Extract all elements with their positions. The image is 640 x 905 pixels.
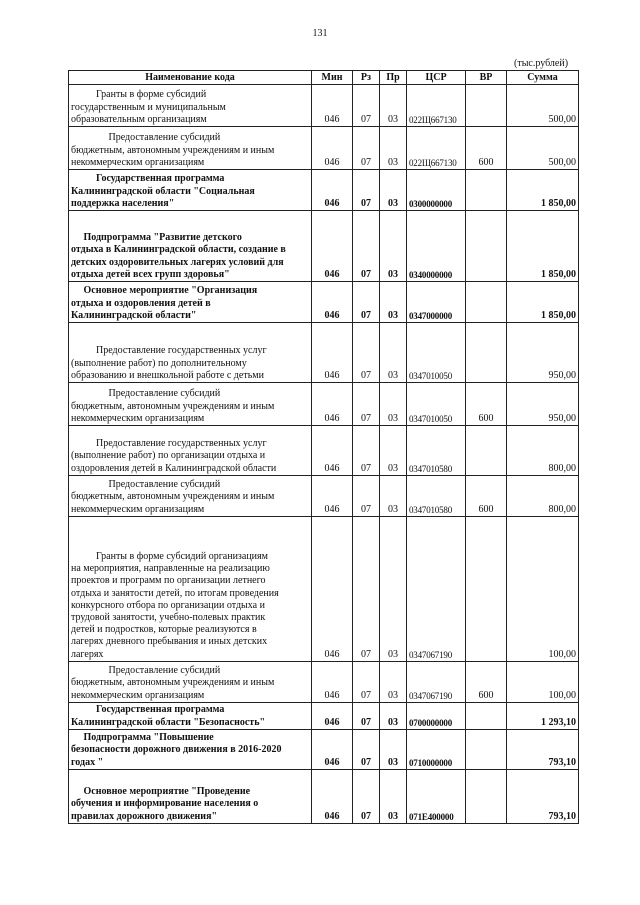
header-min: Мин: [312, 71, 353, 85]
row-name-line: оздоровления детей в Калининградской области: [71, 462, 277, 474]
header-name: Наименование кода: [69, 71, 312, 85]
unit-label: (тыс.рублей): [514, 58, 569, 69]
row-name-line: Предоставление государственных услуг: [71, 438, 267, 450]
row-name-line: Предоставление субсидий: [71, 665, 221, 677]
row-rz: 07: [353, 282, 380, 323]
row-csr: 0347010580: [407, 426, 466, 476]
row-name-line: конкурсного отбора по организации отдыха и: [71, 599, 265, 611]
row-name-line: детей и подростков, которые реализуются в: [71, 624, 257, 636]
row-min: 046: [312, 702, 353, 729]
row-min: 046: [312, 127, 353, 170]
row-sum: 793,10: [507, 729, 579, 769]
table-row: [69, 702, 579, 729]
row-csr: 0347067190: [407, 516, 466, 661]
header-pr: Пр: [380, 71, 407, 85]
row-name: [69, 661, 312, 702]
row-name-line: правилах дорожного движения": [71, 810, 218, 822]
row-name: [69, 282, 312, 323]
row-name-line: Основное мероприятие "Проведение: [71, 786, 251, 798]
row-csr: 0347010050: [407, 323, 466, 383]
row-min: 046: [312, 211, 353, 282]
row-name: [69, 516, 312, 661]
row-name: [69, 85, 312, 127]
table-row: [69, 729, 579, 769]
row-sum: 1 850,00: [507, 170, 579, 211]
row-sum: 100,00: [507, 516, 579, 661]
table-row: [69, 170, 579, 211]
row-pr: 03: [380, 426, 407, 476]
row-sum: 800,00: [507, 426, 579, 476]
table-row: [69, 127, 579, 170]
table-row: [69, 383, 579, 426]
table-row: [69, 211, 579, 282]
row-name-line: отдыха детей всех групп здоровья": [71, 268, 230, 280]
row-name-line: поддержка населения": [71, 197, 175, 209]
row-name-line: некоммерческим организациям: [71, 689, 205, 701]
row-name-line: Предоставление государственных услуг: [71, 345, 267, 357]
row-csr: 0347000000: [407, 282, 466, 323]
row-sum: 800,00: [507, 475, 579, 516]
row-pr: 03: [380, 127, 407, 170]
row-name-line: бюджетным, автономным учреждениям и иным: [71, 491, 275, 503]
row-min: 046: [312, 282, 353, 323]
row-name: [69, 170, 312, 211]
row-name-line: Гранты в форме субсидий: [71, 89, 207, 101]
row-name-line: [71, 774, 309, 786]
row-name: [69, 475, 312, 516]
row-vr: [466, 426, 507, 476]
row-vr: [466, 323, 507, 383]
row-name-line: (выполнение работ) по дополнительному: [71, 357, 247, 369]
row-sum: 500,00: [507, 85, 579, 127]
row-csr: 0347010580: [407, 475, 466, 516]
table-row: [69, 426, 579, 476]
row-name-line: некоммерческим организациям: [71, 412, 205, 424]
row-name-line: бюджетным, автономным учреждениям и иным: [71, 400, 275, 412]
row-name-line: годах ": [71, 756, 104, 768]
row-vr: 600: [466, 383, 507, 426]
row-name-line: Гранты в форме субсидий организациям: [71, 550, 268, 562]
row-sum: 793,10: [507, 769, 579, 823]
row-name-line: Предоставление субсидий: [71, 388, 221, 400]
row-vr: [466, 170, 507, 211]
row-sum: 1 850,00: [507, 211, 579, 282]
row-csr: 0340000000: [407, 211, 466, 282]
row-vr: [466, 729, 507, 769]
row-min: 046: [312, 170, 353, 211]
row-rz: 07: [353, 383, 380, 426]
row-name-line: некоммерческим организациям: [71, 503, 205, 515]
row-csr: 0347067190: [407, 661, 466, 702]
row-name-line: Предоставление субсидий: [71, 479, 221, 491]
row-name-line: (выполнение работ) по организации отдыха и: [71, 450, 266, 462]
row-pr: 03: [380, 211, 407, 282]
table-row: [69, 769, 579, 823]
row-rz: 07: [353, 661, 380, 702]
row-sum: 950,00: [507, 323, 579, 383]
row-csr: 0347010050: [407, 383, 466, 426]
row-name-line: [71, 426, 309, 438]
row-min: 046: [312, 729, 353, 769]
page-number: 131: [312, 28, 328, 39]
row-name-line: Калининградской области "Безопасность": [71, 716, 266, 728]
row-vr: [466, 85, 507, 127]
row-pr: 03: [380, 323, 407, 383]
row-rz: 07: [353, 769, 380, 823]
row-min: 046: [312, 661, 353, 702]
row-min: 046: [312, 323, 353, 383]
row-rz: 07: [353, 211, 380, 282]
row-vr: 600: [466, 127, 507, 170]
row-pr: 03: [380, 516, 407, 661]
row-min: 046: [312, 516, 353, 661]
row-name-line: обучения и информирование населения о: [71, 798, 259, 810]
row-vr: 600: [466, 661, 507, 702]
row-rz: 07: [353, 127, 380, 170]
row-min: 046: [312, 383, 353, 426]
header-vr: ВР: [466, 71, 507, 85]
row-name-line: [71, 333, 309, 345]
row-rz: 07: [353, 702, 380, 729]
row-vr: [466, 282, 507, 323]
row-name-line: [71, 539, 309, 551]
row-sum: 950,00: [507, 383, 579, 426]
budget-table: [68, 70, 579, 824]
row-rz: 07: [353, 170, 380, 211]
row-vr: [466, 769, 507, 823]
row-name-line: отдыха и занятости детей, по итогам проведения: [71, 587, 279, 599]
row-name-line: на мероприятия, направленные на реализацию: [71, 563, 270, 575]
row-name: [69, 127, 312, 170]
row-rz: 07: [353, 85, 380, 127]
row-csr: 022Щ667130: [407, 127, 466, 170]
row-rz: 07: [353, 426, 380, 476]
row-name: [69, 769, 312, 823]
row-csr: 071E400000: [407, 769, 466, 823]
row-vr: [466, 211, 507, 282]
row-pr: 03: [380, 475, 407, 516]
row-min: 046: [312, 475, 353, 516]
row-name: [69, 702, 312, 729]
row-name-line: лагерях дневного пребывания и иных детских: [71, 636, 268, 648]
row-name-line: [71, 220, 309, 232]
row-rz: 07: [353, 729, 380, 769]
row-vr: [466, 516, 507, 661]
row-csr: 0700000000: [407, 702, 466, 729]
row-rz: 07: [353, 475, 380, 516]
header-rz: Рз: [353, 71, 380, 85]
row-name: [69, 211, 312, 282]
row-name-line: Калининградской области": [71, 309, 197, 321]
row-pr: 03: [380, 85, 407, 127]
row-name-line: Основное мероприятие "Организация: [71, 285, 258, 297]
row-vr: 600: [466, 475, 507, 516]
row-rz: 07: [353, 323, 380, 383]
row-sum: 100,00: [507, 661, 579, 702]
row-pr: 03: [380, 282, 407, 323]
row-name-line: отдыха в Калининградской области, создание в: [71, 244, 286, 256]
table-header-row: [69, 71, 579, 85]
row-name-line: некоммерческим организациям: [71, 156, 205, 168]
table-row: [69, 85, 579, 127]
row-name-line: трудовой занятости, учебно-полевых практик: [71, 612, 266, 623]
row-rz: 07: [353, 516, 380, 661]
row-name-line: бюджетным, автономным учреждениям и иным: [71, 677, 275, 689]
row-name-line: проектов и программ по организации летнего: [71, 575, 266, 587]
row-pr: 03: [380, 702, 407, 729]
row-csr: 022Щ667130: [407, 85, 466, 127]
row-csr: 0710000000: [407, 729, 466, 769]
row-name-line: Государственная программа: [71, 704, 225, 716]
row-sum: 1 293,10: [507, 702, 579, 729]
row-name-line: Калининградской области "Социальная: [71, 185, 255, 197]
row-name-line: Государственная программа: [71, 173, 225, 185]
row-name: [69, 383, 312, 426]
row-sum: 500,00: [507, 127, 579, 170]
row-min: 046: [312, 769, 353, 823]
row-name-line: государственным и муниципальным: [71, 101, 226, 113]
row-pr: 03: [380, 661, 407, 702]
row-pr: 03: [380, 769, 407, 823]
row-name-line: образовательным организациям: [71, 113, 207, 125]
row-name: [69, 729, 312, 769]
row-name-line: отдыха и оздоровления детей в: [71, 297, 211, 309]
row-name-line: Подпрограмма "Развитие детского: [71, 232, 242, 244]
row-csr: 0300000000: [407, 170, 466, 211]
table-row: [69, 661, 579, 702]
row-pr: 03: [380, 170, 407, 211]
table-row: [69, 516, 579, 661]
row-name: [69, 323, 312, 383]
row-name-line: лагерях: [71, 648, 104, 660]
row-min: 046: [312, 85, 353, 127]
row-name-line: образованию и внешкольной работе с детьми: [71, 369, 264, 381]
row-name-line: детских оздоровительных лагерях условий для: [71, 256, 284, 268]
header-sum: Сумма: [507, 71, 579, 85]
header-csr: ЦСР: [407, 71, 466, 85]
row-name-line: Подпрограмма "Повышение: [71, 732, 214, 744]
row-min: 046: [312, 426, 353, 476]
row-name-line: бюджетным, автономным учреждениям и иным: [71, 144, 275, 156]
table-row: [69, 475, 579, 516]
row-pr: 03: [380, 383, 407, 426]
table-row: [69, 323, 579, 383]
row-name-line: Предоставление субсидий: [71, 132, 221, 144]
row-name-line: безопасности дорожного движения в 2016-2020: [71, 744, 282, 756]
row-pr: 03: [380, 729, 407, 769]
table-row: [69, 282, 579, 323]
row-vr: [466, 702, 507, 729]
row-sum: 1 850,00: [507, 282, 579, 323]
row-name: [69, 426, 312, 476]
